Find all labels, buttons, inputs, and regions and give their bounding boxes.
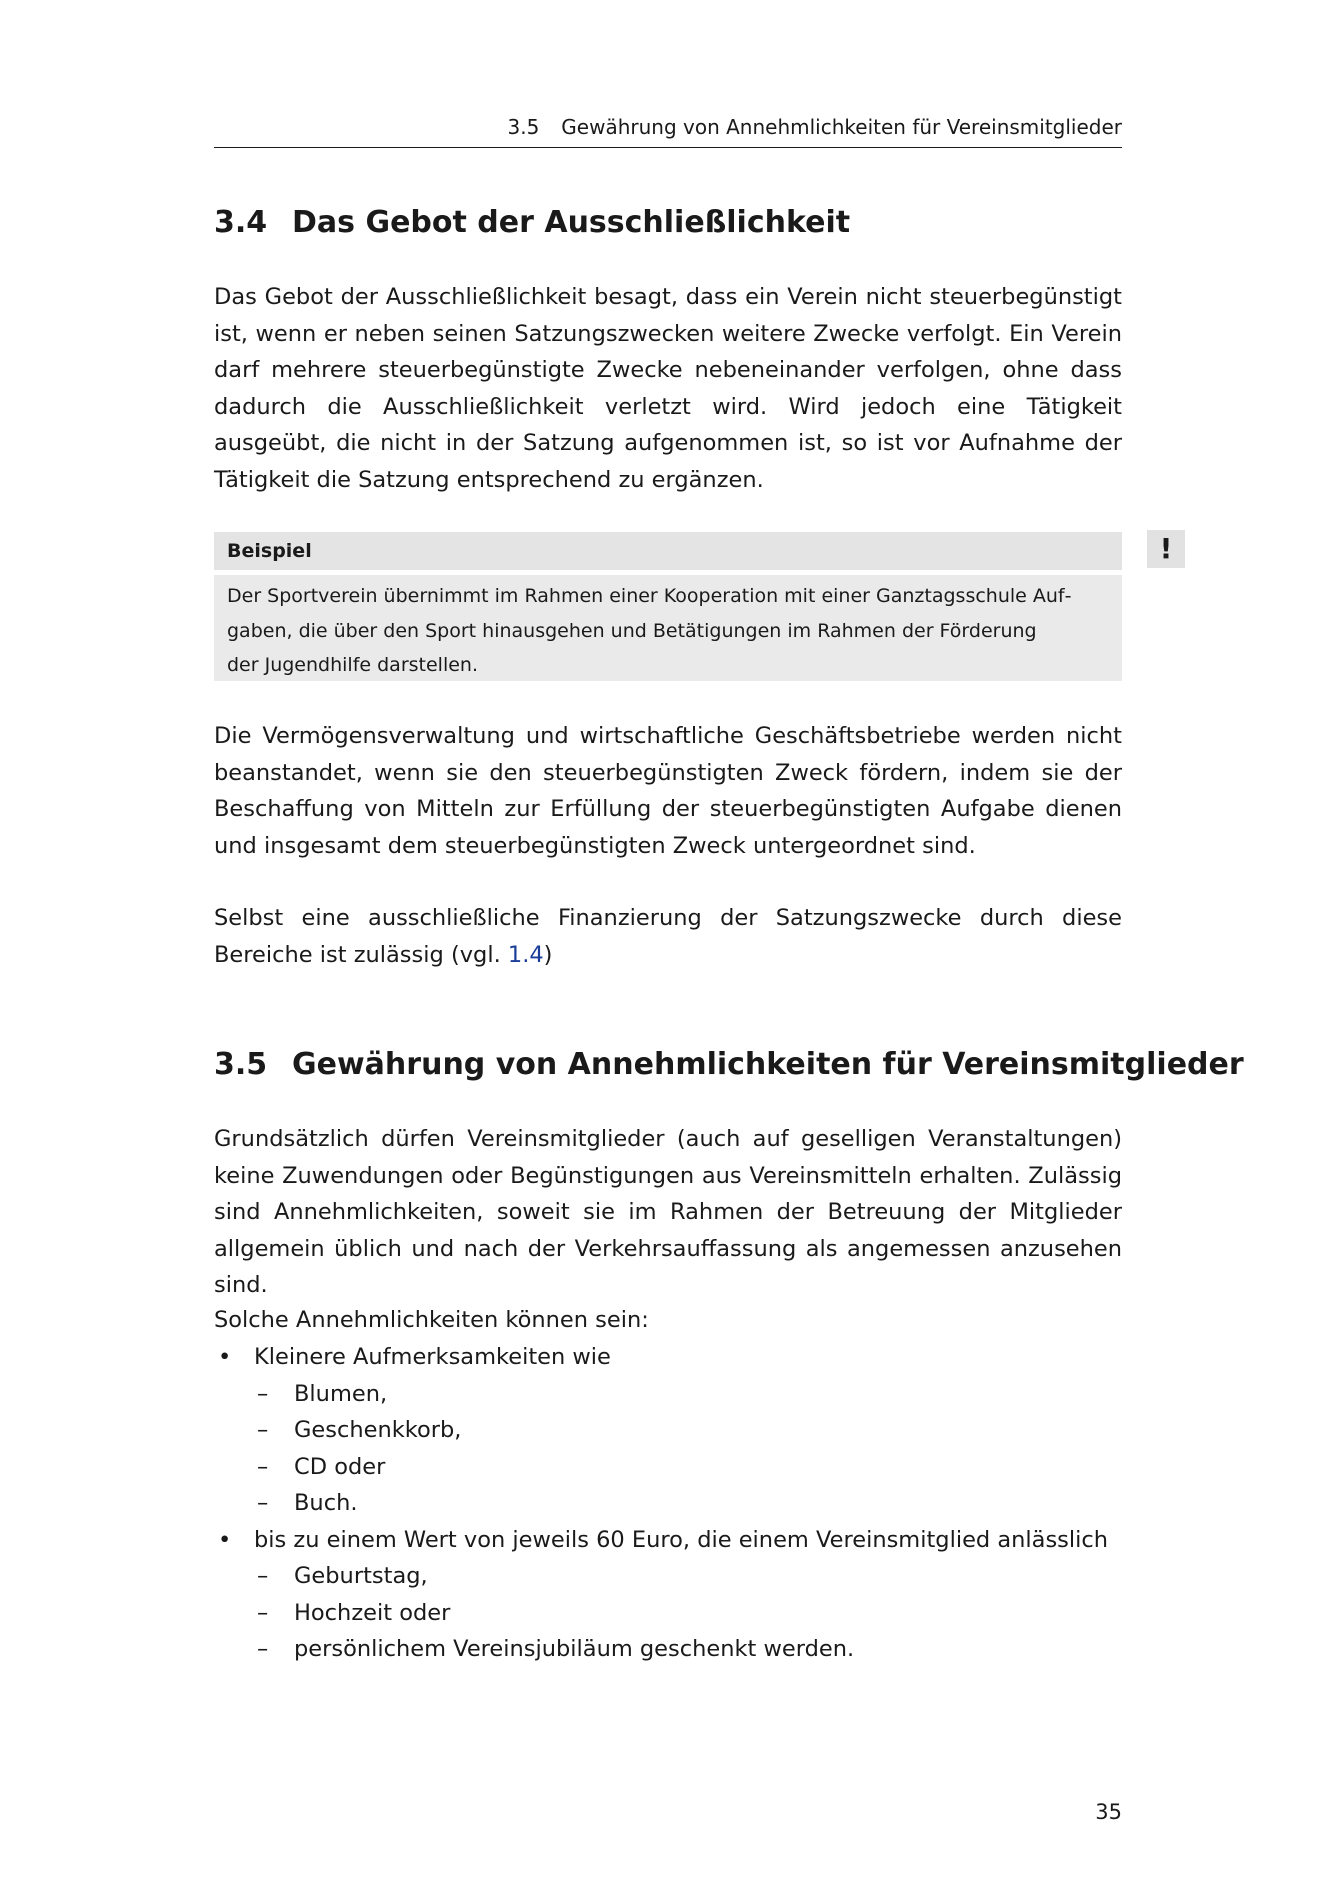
section-3-5-title: Gewährung von Annehmlichkeiten für Vereinsmitglieder	[292, 1047, 1244, 1082]
example-box-label: Beispiel	[214, 532, 1122, 570]
sub-list-item-text: Buch.	[294, 1490, 358, 1516]
list-intro: Solche Annehmlichkeiten können sein:	[214, 1307, 649, 1333]
sub-list-item	[214, 1485, 1122, 1522]
sub-list-item-text: Blumen,	[294, 1380, 388, 1407]
sub-list-item-text: Hochzeit oder	[294, 1599, 451, 1626]
paragraph-finanzierung	[214, 900, 1122, 973]
sub-list-item-text: persönlichem Vereinsjubiläum geschenkt werden.	[294, 1636, 855, 1662]
paragraph-finanzierung-end: )	[543, 941, 553, 968]
sub-list-item	[214, 1412, 1122, 1449]
bullet-icon: •	[218, 1526, 232, 1553]
bullet-icon: •	[218, 1344, 232, 1370]
sub-list-item	[214, 1449, 1122, 1486]
running-head	[214, 112, 1122, 148]
sub-list-item-text: Geschenkkorb,	[294, 1417, 462, 1443]
sub-list-item-text: CD oder	[294, 1453, 386, 1480]
dash-icon: –	[257, 1380, 269, 1407]
list-item	[214, 1339, 1122, 1376]
paragraph-annehmlichkeiten: Grundsätzlich dürfen Vereinsmitglieder (auch auf geselligen Veranstaltungen) keine Zuwendungen oder Begünstigungen aus Vereinsmitteln erhalten. Zulässig sind Annehmlichkeiten, soweit sie im Rahmen der Betreuung der Mitglieder allgemein üblich und nach der Verkehrsauffassung als angemessen anzusehen sind.	[214, 1126, 1122, 1298]
example-box-text: Der Sportverein übernimmt im Rahmen einer Kooperation mit einer Ganztagsschule Aufgaben, die über den Sport hinausgehen und Betätigungen im Rahmen der Förderung der Jugendhilfe darstellen.	[214, 575, 1122, 681]
dash-icon: –	[257, 1453, 269, 1480]
paragraph-ausschliesslichkeit: Das Gebot der Ausschließlichkeit besagt, dass ein Verein nicht steuerbegünstigt ist, wenn er neben seinen Satzungszwecken weitere Zwecke verfolgt. Ein Verein darf mehrere steuerbegünstigte Zwecke nebeneinander verfolgen, ohne dass dadurch die Ausschließlichkeit verletzt wird. Wird jedoch eine Tätigkeit ausgeübt, die nicht in der Satzung aufgenommen ist, so ist vor Aufnahme der Tätigkeit die Satzung entsprechend zu ergänzen.	[214, 284, 1122, 493]
sub-list-item	[214, 1558, 1122, 1595]
section-3-4-heading	[214, 203, 850, 243]
section-3-4-number: 3.4	[214, 205, 268, 240]
exclamation-icon: !	[1147, 530, 1185, 568]
annehmlichkeiten-list	[214, 1339, 1122, 1668]
dash-icon: –	[257, 1417, 269, 1443]
paragraph-vermoegensverwaltung: Die Vermögensverwaltung und wirtschaftliche Geschäftsbetriebe werden nicht beanstandet, wenn sie den steuerbegünstigten Zweck fördern, indem sie der Beschaffung von Mitteln zur Erfüllung der steuerbegünstigten Aufgabe dienen und insgesamt dem steuerbegünstigten Zweck untergeordnet sind.	[214, 723, 1122, 859]
section-3-5-heading	[214, 1045, 1244, 1085]
list-item	[214, 1522, 1122, 1559]
section-3-5-number: 3.5	[214, 1047, 268, 1082]
running-head-section-number: 3.5	[507, 115, 540, 139]
sub-list-item	[214, 1376, 1122, 1413]
cross-reference-link[interactable]: 1.4	[507, 941, 544, 968]
running-head-section-title: Gewährung von Annehmlichkeiten für Vereinsmitglieder	[561, 115, 1122, 139]
dash-icon: –	[257, 1563, 269, 1589]
paragraph-finanzierung-text: Selbst eine ausschließliche Finanzierung der Satzungszwecke durch diese Bereiche ist zulässig (vgl.	[214, 905, 1122, 968]
list-item-text: Kleinere Aufmerksamkeiten wie	[254, 1344, 611, 1370]
sub-list-item	[214, 1595, 1122, 1632]
list-item-text: bis zu einem Wert von jeweils 60 Euro, die einem Vereinsmitglied anlässlich	[254, 1526, 1109, 1553]
sub-list-item-text: Geburtstag,	[294, 1563, 428, 1589]
section-3-4-title: Das Gebot der Ausschließlichkeit	[292, 205, 851, 240]
dash-icon: –	[257, 1490, 269, 1516]
sub-list-item	[214, 1631, 1122, 1668]
page-number: 35	[1095, 1800, 1122, 1824]
dash-icon: –	[257, 1599, 269, 1626]
dash-icon: –	[257, 1636, 269, 1662]
